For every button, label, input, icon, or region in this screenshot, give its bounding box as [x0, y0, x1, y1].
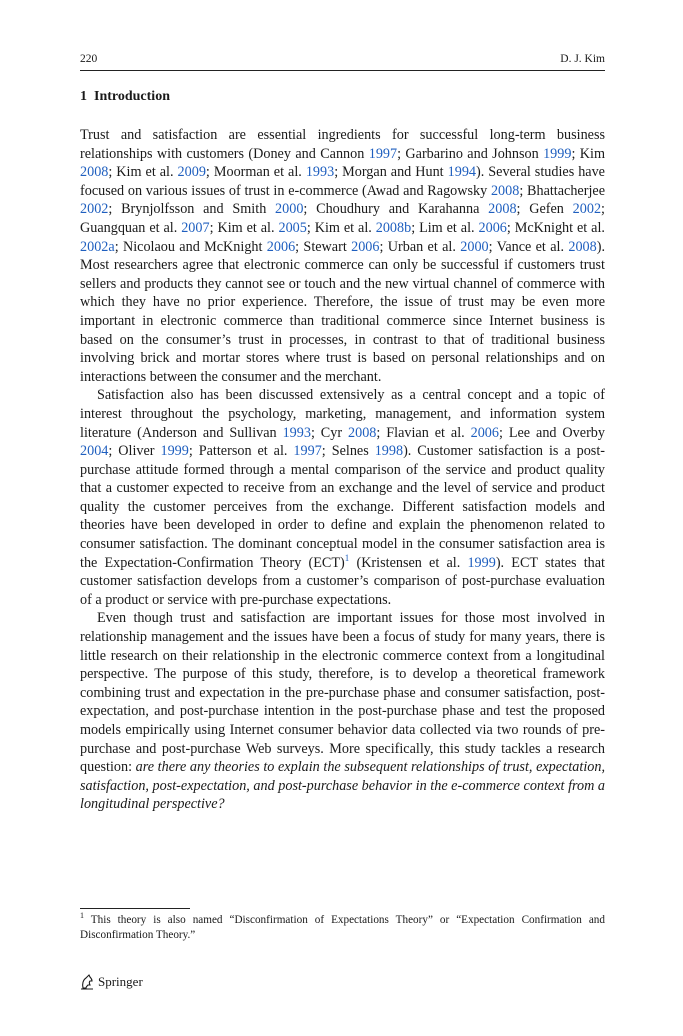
text-run: ; McKnight et al. [506, 219, 605, 236]
text-run: ; Oliver [108, 443, 161, 460]
text-run: ). ECT states that customer satisfaction develops from a customer’s comparison of post-purchase evaluation of a product or service with pre-purchase expectations. [80, 554, 605, 608]
running-header [80, 52, 605, 71]
text-run: ). Several studies have focused on various issues of trust in e-commerce (Awad and Ragowsky [80, 164, 605, 199]
text-run: ; Kim et al. [209, 219, 279, 236]
footnote [80, 913, 605, 942]
citation-year-link[interactable]: 1993 [305, 164, 335, 181]
citation-year-link[interactable]: 2008b [375, 219, 412, 236]
citation-year-link[interactable]: 1997 [368, 145, 398, 162]
text-run: ; Kim et al. [306, 219, 376, 236]
citation-year-link[interactable]: 1994 [447, 164, 476, 181]
text-run: ; Moorman et al. [205, 164, 306, 181]
text-run: ; Choudhury and Karahanna [303, 201, 489, 218]
citation-year-link[interactable]: 2007 [181, 219, 210, 236]
citation-year-link[interactable]: 2009 [177, 164, 206, 181]
text-run: ; Garbarino and Johnson [397, 145, 544, 162]
page-number: 220 [80, 53, 98, 65]
citation-year-link[interactable]: 2008 [348, 424, 377, 441]
citation-year-link[interactable]: 1999 [543, 145, 572, 162]
citation-year-link[interactable]: 2006 [478, 219, 507, 236]
text-run: ). Most researchers agree that electronic commerce can only be successful if customers trust sellers and products they cannot see or touch and the new virtual channel of commerce with which they have no prior experience. Therefore, the issue of trust may be even more important in electronic commerce than traditional commerce since Internet business is based on the consumer’s trust in processes, in contrast to that of traditional business involving brick and mortar stores where trust is based on personal relationships and on interactions between the consumer and the merchant. [80, 238, 605, 385]
text-run: ; Stewart [295, 238, 352, 255]
text-run: ; Vance et al. [488, 238, 569, 255]
citation-year-link[interactable]: 2006 [470, 424, 499, 441]
citation-year-link[interactable]: 1997 [293, 443, 322, 460]
publisher-name: Springer [98, 974, 143, 989]
text-run: ; Kim [571, 145, 606, 162]
text-run: ; Urban et al. [379, 238, 461, 255]
text-run: ; Gefen [516, 201, 573, 218]
text-run: ; Nicolaou and McKnight [114, 238, 267, 255]
citation-year-link[interactable]: 2004 [80, 443, 109, 460]
citation-year-link[interactable]: 1999 [467, 554, 496, 571]
citation-year-link[interactable]: 2002a [80, 238, 115, 255]
running-author: D. J. Kim [560, 53, 605, 65]
citation-year-link[interactable]: 2008 [490, 182, 520, 199]
citation-year-link[interactable]: 2002 [80, 201, 109, 218]
text-run: ; Patterson et al. [188, 443, 294, 460]
citation-year-link[interactable]: 1999 [160, 443, 189, 460]
citation-year-link[interactable]: 2008 [80, 164, 109, 181]
citation-year-link[interactable]: 1993 [282, 424, 311, 441]
footnote-rule [80, 908, 190, 909]
section-title: Introduction [94, 89, 170, 104]
body-text [80, 126, 605, 814]
text-run: Satisfaction also has been discussed extensively as a central concept and a topic of interest throughout the psychology, marketing, management, and information system literature (Anderson and Sullivan [80, 387, 605, 441]
section-heading [80, 89, 170, 105]
text-run: ). Customer satisfaction is a post-purchase attitude formed through a mental comparison of the service and product quality that a customer expected to receive from an exchange and the level of service and product quality the customer perceives from the exchange. Different satisfaction models and theories have been developed in order to define and explain the phenomenon related to consumer satisfaction. The dominant conceptual model in the consumer satisfaction area is the Expectation-Confirmation Theory (ECT) [80, 443, 605, 571]
section-number: 1 [80, 89, 87, 104]
footnote-reference[interactable]: 1 [344, 552, 350, 563]
research-question: are there any theories to explain the subsequent relationships of trust, expectation, satisfaction, post-expectation, and post-purchase behavior in the e-commerce context from a longitudinal perspective? [80, 759, 605, 813]
publisher-logo [80, 972, 143, 992]
footnote-marker: 1 [80, 911, 84, 920]
text-run: (Kristensen et al. [349, 554, 468, 571]
paragraph [80, 609, 605, 814]
citation-year-link[interactable]: 2000 [460, 238, 489, 255]
paragraph [80, 386, 605, 609]
citation-year-link[interactable]: 2006 [351, 238, 380, 255]
text-run: ; Kim et al. [108, 164, 178, 181]
citation-year-link[interactable]: 2005 [278, 219, 307, 236]
citation-year-link[interactable]: 2006 [266, 238, 296, 255]
text-run: Even though trust and satisfaction are important issues for those most involved in relationship management and the issues have been a focus of study for many years, there is little research on their relationship in the electronic commerce context from a longitudinal perspective. The purpose of this study, therefore, is to develop a theoretical framework combining trust and expectation in the pre-purchase phase and consumer satisfaction, post-expectation, and post-purchase intention in the post-purchase phase and test the proposed models empirically using Internet consumer behavior data collected via two rounds of pre-purchase and post-purchase Web surveys. More specifically, this study tackles a research question: [80, 610, 605, 776]
text-run: ; Bhattacherjee [519, 182, 605, 199]
citation-year-link[interactable]: 2008 [568, 238, 597, 255]
text-run: ; Lim et al. [411, 219, 479, 236]
text-run: ; Flavian et al. [376, 424, 471, 441]
text-run: Trust and satisfaction are essential ingredients for successful long-term business relationships with customers (Doney and Cannon [80, 127, 605, 162]
text-run: ; Morgan and Hunt [334, 164, 448, 181]
text-run: ; Lee and Overby [498, 424, 605, 441]
paragraph [80, 126, 605, 386]
footnote-text: This theory is also named “Disconfirmation of Expectations Theory” or “Expectation Confirmation and Disconfirmation Theory.” [80, 914, 605, 941]
citation-year-link[interactable]: 2002 [572, 201, 602, 218]
text-run: ; Selnes [321, 443, 375, 460]
citation-year-link[interactable]: 2000 [275, 201, 304, 218]
text-run: ; Brynjolfsson and Smith [108, 201, 276, 218]
citation-year-link[interactable]: 2008 [488, 201, 517, 218]
text-run: ; Guangquan et al. [80, 201, 605, 236]
citation-year-link[interactable]: 1998 [374, 443, 404, 460]
text-run: ; Cyr [310, 424, 349, 441]
springer-horse-icon [80, 974, 94, 990]
